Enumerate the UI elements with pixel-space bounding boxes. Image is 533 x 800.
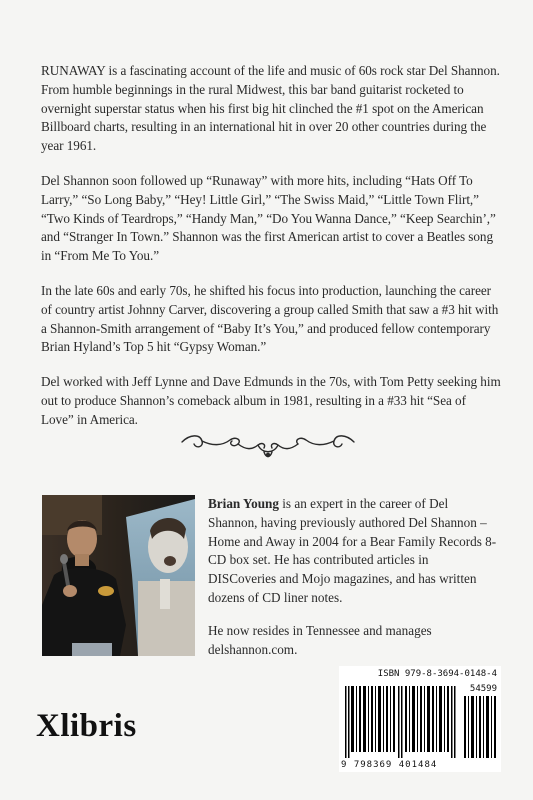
author-bio-text: is an expert in the career of Del Shannon, having previously authored Del Shannon – Home and Away in 2004 for a Bear Family Records 8-CD box set. He has contributed articles in DISCoveries and Mojo magazines, and has written dozens of CD liner notes. xyxy=(208,496,497,605)
blurb-paragraph: In the late 60s and early 70s, he shifted his focus into production, launching the career of country artist Johnny Carver, discovering a group called Smith that saw a #3 hit with a Shannon-Smith arrangement of “Baby It’s You,” and produced fellow contemporary Brian Hyland’s Top 5 hit “Gypsy Woman.” xyxy=(41,282,499,355)
ean-barcode-bars xyxy=(343,680,459,758)
author-name: Brian Young xyxy=(208,496,279,511)
author-bio xyxy=(208,495,498,673)
blurb-paragraph: Del Shannon soon followed up “Runaway” with more hits, including “Hats Off To Larry,” “So Long Baby,” “Hey! Little Girl,” “The Swiss Maid,” “Little Town Flirt,” “Two Kinds of Teardrops,” “Handy Man,” “Do You Wanna Dance,” “Keep Searchin’,” and “Stranger In Town.” Shannon was the first American artist to cover a Beatles song in “From Me To You.” xyxy=(41,172,496,264)
back-cover-blurb xyxy=(41,62,501,446)
publisher-logo: Xlibris xyxy=(36,708,137,744)
author-bio-paragraph xyxy=(208,495,498,608)
isbn-barcode xyxy=(339,666,501,772)
author-photo xyxy=(42,495,195,656)
price-code: 54599 xyxy=(469,684,497,694)
price-barcode-bars xyxy=(463,696,497,758)
isbn-text: ISBN 979-8-3694-0148-4 xyxy=(377,669,497,679)
ean-number: 9 798369 401484 xyxy=(341,760,438,770)
blurb-paragraph: Del worked with Jeff Lynne and Dave Edmunds in the 70s, with Tom Petty seeking him out to produce Shannon’s comeback album in 1981, resulting in a #33 hit “Sea of Love” in America. xyxy=(41,374,501,427)
author-bio-paragraph: He now resides in Tennessee and manages delshannon.com. xyxy=(208,622,432,657)
blurb-paragraph: RUNAWAY is a fascinating account of the life and music of 60s rock star Del Shannon. From humble beginnings in the rural Midwest, this bar band guitarist rocketed to overnight superstar status when his first big hit clinched the #1 spot on the American Billboard charts, resulting in an international hit in over 20 other countries during the year 1961. xyxy=(41,63,500,154)
decorative-divider-ornament xyxy=(178,428,358,462)
